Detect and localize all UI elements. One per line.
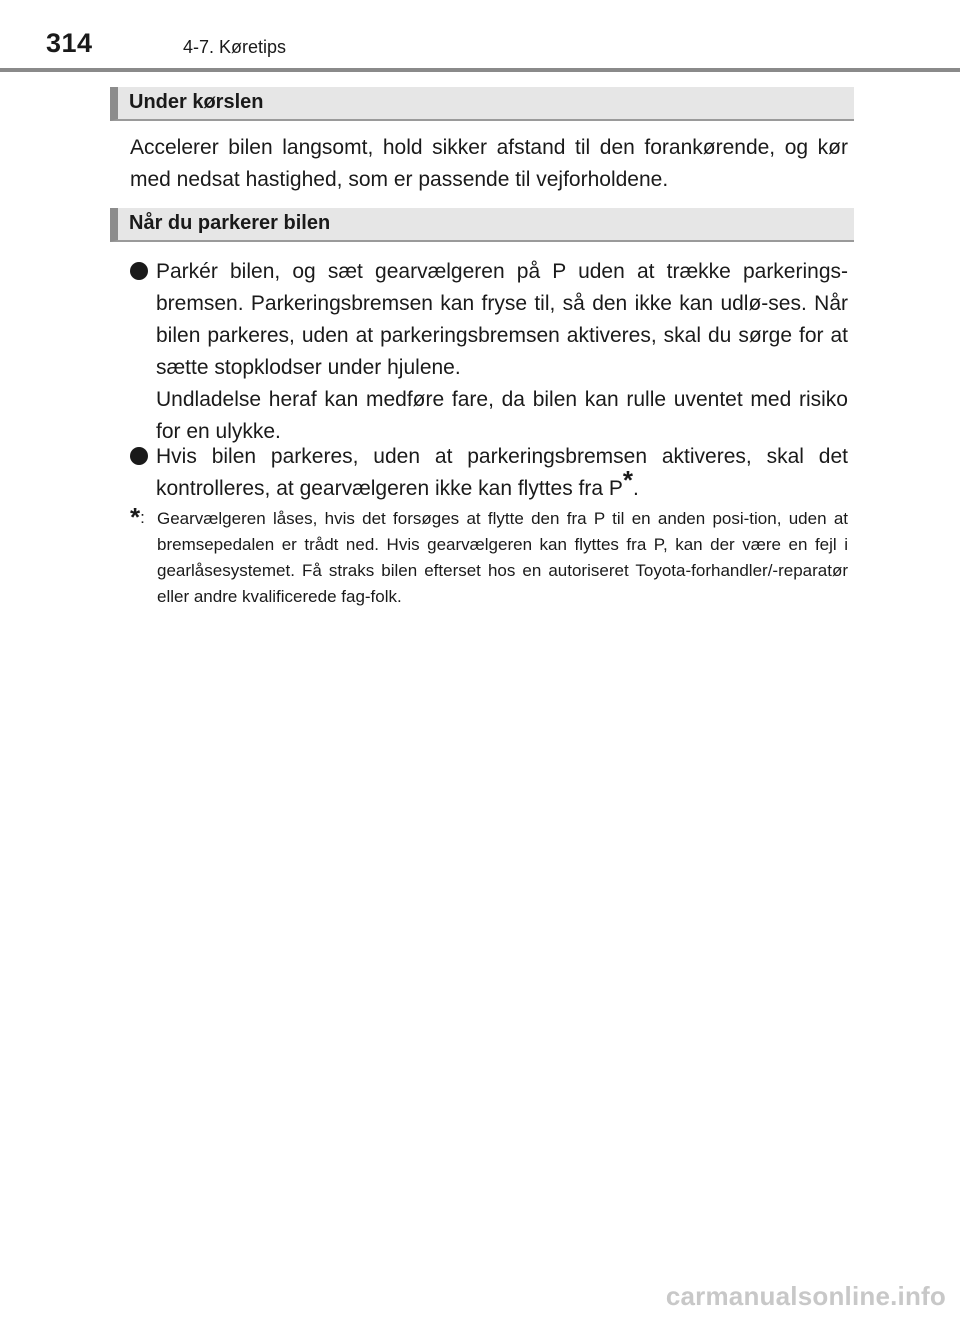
parking-bullet-1-text	[156, 256, 848, 448]
section-heading-driving	[110, 87, 854, 121]
footnote-text: Gearvælgeren låses, hvis det forsøges at flytte den fra P til en anden posi-tion, uden at bremsepedalen er trådt ned. Hvis gearvælgeren kan flyttes fra P, kan der være en fejl i gearlåsesystemet. Få straks bilen efterset hos en autoriseret Toyota-forhandler/-reparatør eller andre kvalificerede fag-folk.	[157, 509, 848, 606]
parking-bullet-2-paragraph: Hvis bilen parkeres, uden at parkeringsbremsen aktiveres, skal det kontrolleres, at gearvælgeren ikke kan flyttes fra P	[156, 445, 848, 500]
parking-bullet-2-text	[156, 441, 848, 505]
parking-bullet-1-paragraph: Parkér bilen, og sæt gearvælgeren på P uden at trække parkerings-bremsen. Parkeringsbremsen kan fryse til, så den ikke kan udlø-ses. Når bilen parkeres, uden at parkeringsbremsen aktiveres, skal du sørge for at sætte stopklodser under hjulene.	[156, 260, 848, 379]
parking-bullet-1-warning: Undladelse heraf kan medføre fare, da bilen kan rulle uventet med risiko for en ulykke.	[156, 388, 848, 443]
footnote-reference-asterisk: *	[622, 465, 634, 495]
driving-paragraph: Accelerer bilen langsomt, hold sikker afstand til den forankørende, og kør med nedsat hastighed, som er passende til vejforholdene.	[130, 136, 848, 191]
page-number: 314	[46, 28, 93, 58]
bullet-dot-icon	[130, 262, 148, 280]
parking-bullet-2-end: .	[633, 477, 639, 500]
watermark: carmanualsonline.info	[665, 1281, 946, 1311]
header-divider	[0, 68, 960, 72]
bullet-dot-icon	[130, 447, 148, 465]
footnote-asterisk: *	[130, 502, 141, 532]
parking-bullet-2	[130, 441, 848, 505]
footnote	[130, 502, 848, 610]
section-heading-parking-label: Når du parkerer bilen	[129, 212, 331, 234]
footnote-mark	[130, 504, 145, 531]
section-heading-parking	[110, 208, 854, 242]
section-heading-driving-label: Under kørslen	[129, 91, 264, 113]
footnote-colon: :	[140, 508, 145, 527]
page-header	[0, 0, 960, 74]
parking-bullet-1	[130, 256, 848, 448]
chapter-title: 4-7. Køretips	[183, 37, 287, 57]
